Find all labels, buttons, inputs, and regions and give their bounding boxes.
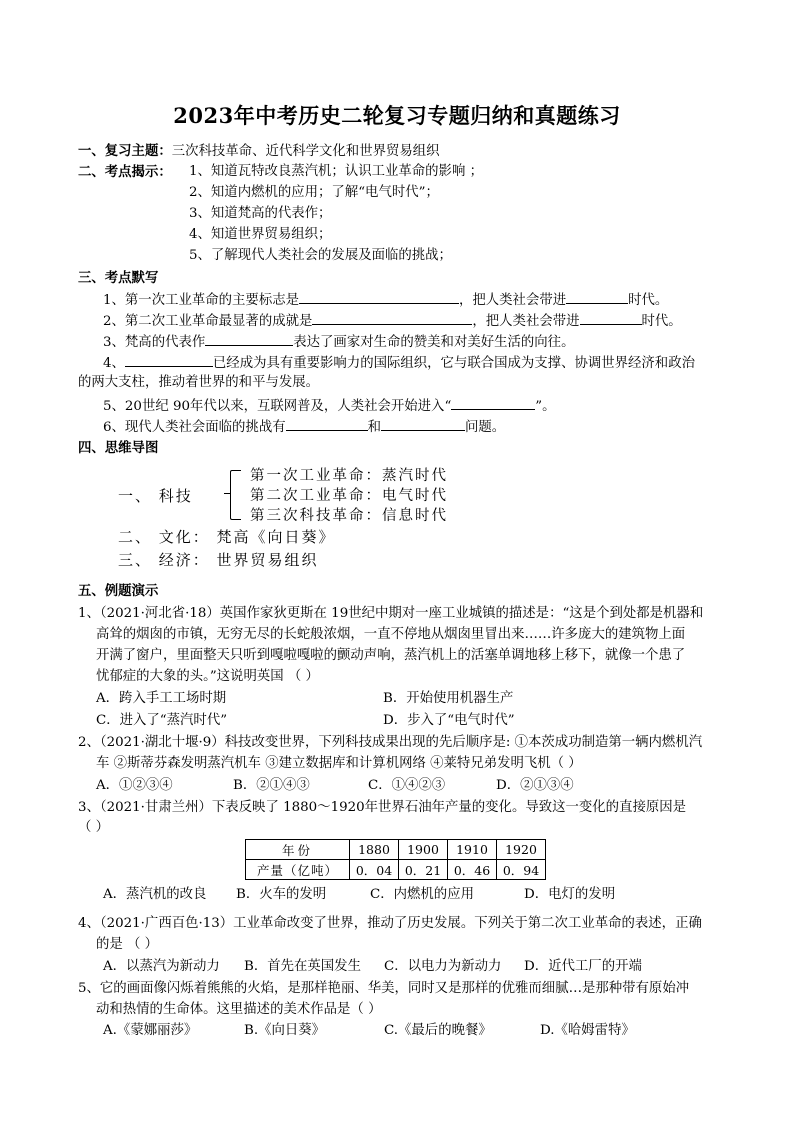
answer-option[interactable]: C．内燃机的应用 (370, 887, 474, 902)
answer-option[interactable]: B．开始使用机器生产 (383, 691, 514, 706)
answer-blank[interactable] (205, 332, 293, 346)
mindmap-tech-item: 第二次工业革命：电气时代 (250, 488, 448, 504)
question-line: 的是 （ ） (96, 937, 159, 952)
oil-production-table (245, 839, 546, 880)
table-cell: 1880 (350, 840, 399, 860)
question-text: 问题。 (465, 420, 506, 435)
answer-option[interactable]: B．火车的发明 (236, 887, 327, 902)
key-point-item: 4、知道世界贸易组织； (189, 227, 332, 242)
fill-blank-question (103, 396, 556, 416)
question-text: 3、梵高的代表作 (103, 335, 206, 350)
fill-blank-question (103, 353, 695, 373)
question-text: 表达了画家对生命的赞美和对美好生活的向往。 (293, 335, 575, 350)
key-point-item: 5、了解现代人类社会的发展及面临的挑战； (189, 248, 452, 263)
table-header-cell: 年份 (246, 840, 350, 860)
mindmap-tech-label: 一、 科技 (118, 487, 193, 505)
question-continuation: 的两大支柱，推动着世界的和平与发展。 (78, 375, 320, 390)
fill-blank-question (103, 417, 505, 437)
question-text: ，把人类社会带进 (459, 293, 567, 308)
question-text: ，把人类社会带进 (472, 314, 580, 329)
question-line: 动和热情的生命体。这里描述的美术作品是（ ） (96, 1002, 382, 1017)
answer-option[interactable]: B．首先在英国发生 (244, 959, 361, 974)
table-cell: 0．04 (350, 860, 399, 880)
section-text: 三次科技革命、近代科学文化和世界贸易组织 (171, 144, 440, 159)
question-line: 5、它的画面像闪烁着熊熊的火焰，是那样艳丽、华美，同时又是那样的优雅而细腻…是那种带有原始冲 (78, 981, 690, 996)
answer-option[interactable]: A．以蒸汽为新动力 (103, 959, 220, 974)
question-text: 1、第一次工业革命的主要标志是 (103, 293, 299, 308)
table-cell: 1920 (497, 840, 546, 860)
fill-blank-question (103, 290, 668, 310)
table-cell: 1900 (399, 840, 448, 860)
question-text: 时代。 (641, 314, 682, 329)
table-cell: 0．46 (448, 860, 497, 880)
table-cell: 0．21 (399, 860, 448, 880)
answer-option[interactable]: B.《向日葵》 (244, 1023, 326, 1038)
question-line: （ ） (78, 820, 110, 835)
answer-blank[interactable] (125, 353, 213, 367)
answer-blank[interactable] (286, 417, 368, 431)
mindmap-tech-item: 第三次科技革命：信息时代 (250, 508, 448, 524)
answer-option[interactable]: D．②①③④ (496, 778, 574, 793)
answer-blank[interactable] (566, 290, 628, 304)
question-text: 和 (367, 420, 381, 435)
question-line: 1、（2021·河北省·18）英国作家狄更斯在 19世纪中期对一座工业城镇的描述是：“这是个到处都是机器和 (78, 606, 704, 621)
question-line: 忧郁症的大象的头。”这说明英国 （ ） (96, 669, 319, 684)
answer-option[interactable]: C．进入了“蒸汽时代” (96, 713, 228, 728)
table-row (246, 840, 546, 860)
table-header-cell: 产量（亿吨） (246, 860, 350, 880)
section-heading: 二、考点揭示： (78, 164, 172, 180)
question-line: 开满了窗户，里面整天只听到嘎啦嘎啦的颤动声响，蒸汽机上的活塞单调地移上移下，就像一个患了 (96, 648, 686, 663)
mindmap-economy: 三、 经济： 世界贸易组织 (118, 551, 319, 569)
question-line: 2、（2021·湖北十堰·9）科技改变世界，下列科技成果出现的先后顺序是: ①本茨成功制造第一辆内燃机汽 (78, 735, 703, 750)
section-heading: 三、考点默写 (78, 270, 159, 286)
answer-blank[interactable] (580, 311, 642, 325)
answer-blank[interactable] (299, 290, 459, 304)
page-title: 2023年中考历史二轮复习专题归纳和真题练习 (173, 103, 621, 128)
answer-blank[interactable] (451, 396, 535, 410)
answer-option[interactable]: A.《蒙娜丽莎》 (103, 1023, 198, 1038)
answer-option[interactable]: D．电灯的发明 (524, 887, 616, 902)
section-heading: 四、思维导图 (78, 440, 159, 456)
question-text: 2、第二次工业革命最显著的成就是 (103, 314, 313, 329)
key-point-item: 1、知道瓦特改良蒸汽机；认识工业革命的影响 ； (189, 164, 483, 179)
answer-option[interactable]: A．①②③④ (96, 778, 173, 793)
mindmap-culture: 二、 文化： 梵高《向日葵》 (118, 528, 336, 546)
question-text: 时代。 (628, 293, 669, 308)
section-review-topic (78, 142, 440, 161)
question-text: ”。 (535, 399, 556, 414)
fill-blank-question (103, 311, 682, 331)
answer-blank[interactable] (312, 311, 472, 325)
mindmap-brace (230, 470, 241, 520)
question-line: 4、（2021·广西百色·13）工业革命改变了世界，推动了历史发展。下列关于第二次工业革命的表述，正确 (78, 916, 702, 931)
section-heading: 一、复习主题： (78, 143, 172, 159)
question-text: 5、20世纪 90年代以来，互联网普及，人类社会开始进入“ (103, 399, 452, 414)
answer-option[interactable]: C.《最后的晚餐》 (384, 1023, 492, 1038)
answer-option[interactable]: D.《哈姆雷特》 (540, 1023, 635, 1038)
table-cell: 0．94 (497, 860, 546, 880)
answer-option[interactable]: C．以电力为新动力 (384, 959, 502, 974)
table-cell: 1910 (448, 840, 497, 860)
key-point-item: 2、知道内燃机的应用；了解“电气时代”； (189, 185, 439, 200)
table-row (246, 860, 546, 880)
answer-option[interactable]: D．近代工厂的开端 (524, 959, 642, 974)
mindmap-tech-item: 第一次工业革命：蒸汽时代 (250, 468, 448, 484)
answer-option[interactable]: A．跨入手工工场时期 (96, 691, 227, 706)
fill-blank-question (103, 332, 574, 352)
question-text: 6、现代人类社会面临的挑战有 (103, 420, 286, 435)
question-text: 4、 (103, 356, 125, 371)
section-heading: 五、例题演示 (78, 583, 159, 599)
answer-option[interactable]: D．步入了“电气时代” (383, 713, 515, 728)
answer-option[interactable]: C．①④②③ (368, 778, 446, 793)
question-line: 高耸的烟囱的市镇，无穷无尽的长蛇般浓烟，一直不停地从烟囱里冒出来……许多庞大的建筑物上面 (96, 627, 686, 642)
answer-option[interactable]: A．蒸汽机的改良 (103, 887, 207, 902)
question-text: 已经成为具有重要影响力的国际组织，它与联合国成为支撑、协调世界经济和政治 (212, 356, 695, 371)
question-line: 车 ②斯蒂芬森发明蒸汽机车 ③建立数据库和计算机网络 ④莱特兄弟发明飞机（ ） (96, 756, 582, 771)
question-line: 3、（2021·甘肃兰州）下表反映了 1880～1920年世界石油年产量的变化。导致这一变化的直接原因是 (78, 800, 687, 815)
mindmap-brace-tip (224, 493, 231, 494)
answer-blank[interactable] (381, 417, 465, 431)
key-point-item: 3、知道梵高的代表作； (189, 206, 332, 221)
answer-option[interactable]: B．②①④③ (233, 778, 310, 793)
